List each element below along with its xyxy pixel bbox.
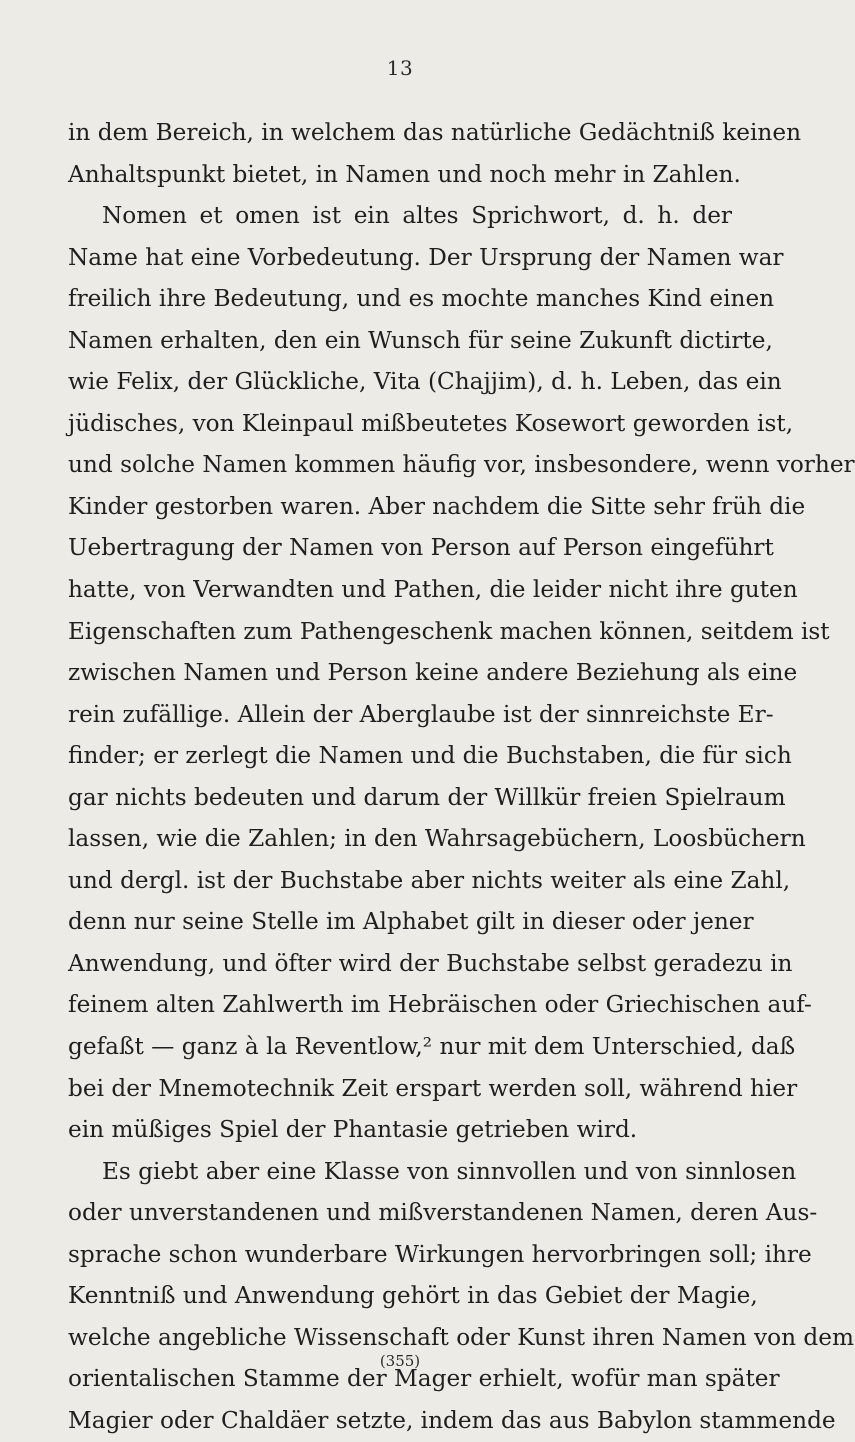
text-line: gar nichts bedeuten und darum der Willkür freien Spielraum <box>68 783 786 811</box>
text-line: jüdisches, von Kleinpaul mißbeutetes Kosewort geworden ist, <box>68 409 794 437</box>
text-line: ein müßiges Spiel der Phantasie getrieben wird. <box>68 1116 638 1144</box>
text-line: Uebertragung der Namen von Person auf Person eingeführt <box>68 534 774 562</box>
text-line: lassen, wie die Zahlen; in den Wahrsagebüchern, Loosbüchern <box>68 825 806 853</box>
text-line: Nomen et omen ist ein altes Sprichwort, d. h. der <box>102 202 732 230</box>
text-line: Eigenschaften zum Pathengeschenk machen können, seitdem ist <box>68 617 830 645</box>
text-line: Kenntniß und Anwendung gehört in das Gebiet der Magie, <box>68 1282 758 1310</box>
text-line: oder unverstandenen und mißverstandenen Namen, deren Aus- <box>68 1199 818 1227</box>
text-line: freilich ihre Bedeutung, und es mochte manches Kind einen <box>68 285 775 313</box>
text-line: Name hat eine Vorbedeutung. Der Ursprung der Namen war <box>68 243 784 271</box>
text-line: hatte, von Verwandten und Pathen, die leider nicht ihre guten <box>68 576 798 604</box>
text-line: welche angebliche Wissenschaft oder Kunst ihren Namen von dem <box>68 1323 854 1351</box>
text-line: wie Felix, der Glückliche, Vita (Chajjim), d. h. Leben, das ein <box>68 368 782 396</box>
text-line: feinem alten Zahlwerth im Hebräischen oder Griechischen auf- <box>68 991 812 1019</box>
text-line: Kinder gestorben waren. Aber nachdem die Sitte sehr früh die <box>68 492 806 520</box>
text-line: und dergl. ist der Buchstabe aber nichts weiter als eine Zahl, <box>68 866 791 894</box>
text-line: bei der Mnemotechnik Zeit erspart werden soll, während hier <box>68 1074 798 1102</box>
text-line: sprache schon wunderbare Wirkungen hervorbringen soll; ihre <box>68 1240 812 1268</box>
text-line: zwischen Namen und Person keine andere Beziehung als eine <box>68 659 798 687</box>
text-line: denn nur seine Stelle im Alphabet gilt in dieser oder jener <box>68 908 754 936</box>
text-line: Anhaltspunkt bietet, in Namen und noch mehr in Zahlen. <box>68 160 741 188</box>
page-number: 13 <box>386 56 414 80</box>
signature-mark: (355) <box>379 1352 421 1370</box>
text-line: in dem Bereich, in welchem das natürliche Gedächtniß keinen <box>68 119 802 146</box>
text-line: und solche Namen kommen häufig vor, insbesondere, wenn vorher <box>68 451 855 479</box>
text-line: rein zufällige. Allein der Aberglaube ist der sinnreichste Er- <box>68 700 774 728</box>
text-line: finder; er zerlegt die Namen und die Buchstaben, die für sich <box>68 742 792 770</box>
text-line: Namen erhalten, den ein Wunsch für seine Zukunft dictirte, <box>68 326 773 354</box>
text-line: orientalischen Stamme der Mager erhielt, wofür man später <box>68 1365 780 1393</box>
body-text <box>68 112 855 1442</box>
text-line: Es giebt aber eine Klasse von sinnvollen und von sinnlosen <box>102 1157 797 1185</box>
text-line: Magier oder Chaldäer setzte, indem das aus Babylon stammende <box>68 1406 836 1434</box>
text-line: Anwendung, und öfter wird der Buchstabe selbst geradezu in <box>68 949 793 977</box>
text-line: gefaßt — ganz à la Reventlow,² nur mit dem Unterschied, daß <box>68 1033 796 1061</box>
